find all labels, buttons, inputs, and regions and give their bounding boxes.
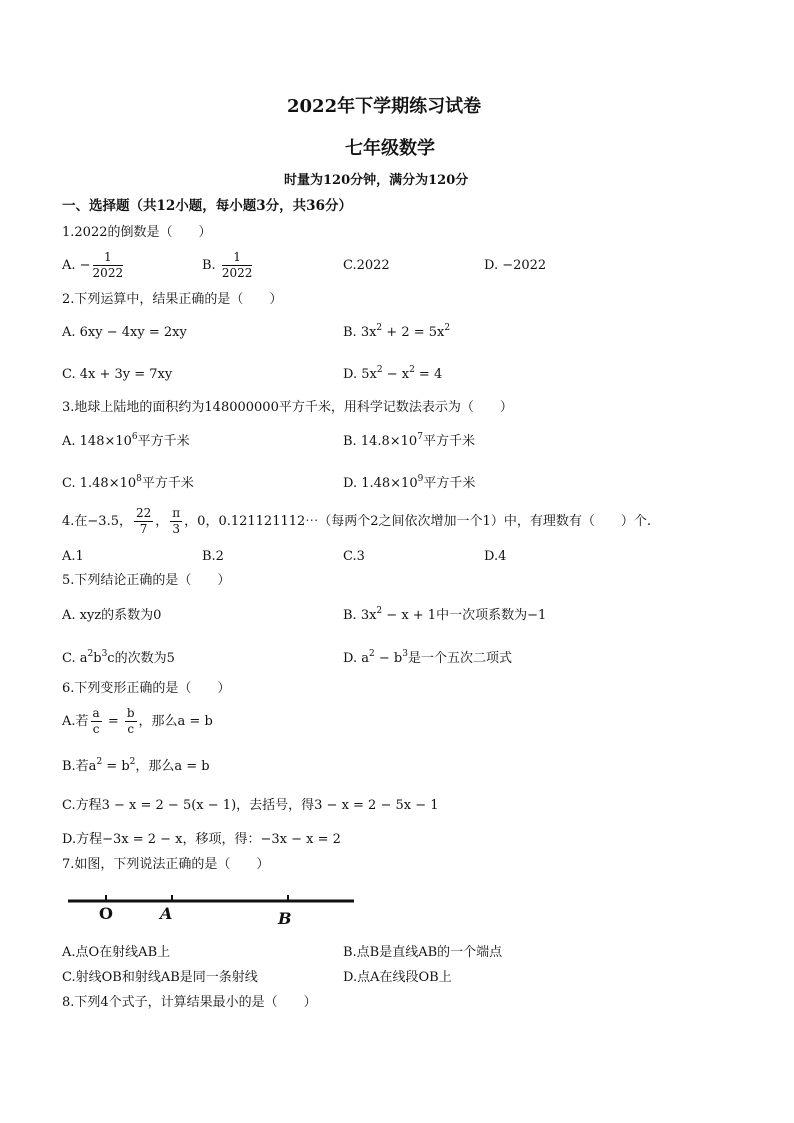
q6-a-equals: = [103,714,123,729]
q4-option-c: C.3 [343,549,365,564]
q4-f2-numerator: π [172,506,181,520]
question-8-stem: 8.下列4个式子，计算结果最小的是（ ） [62,995,317,1010]
question-5-stem: 5.下列结论正确的是（ ） [62,573,231,588]
q3-option-c [62,475,194,493]
q2-b-exp2: 2 [444,323,451,333]
q4-option-b: B.2 [202,549,224,564]
q5-option-a: A. xyz的系数为0 [62,608,162,623]
q3-c-base: C. 1.48×10 [62,476,137,491]
q4-option-d: D.4 [484,549,507,564]
page-title: 2022年下学期练习试卷 [287,96,482,117]
q6-b-part3: ，那么a = b [135,759,210,774]
q1-option-b [202,248,254,284]
question-2-stem: 2.下列运算中，结果正确的是（ ） [62,292,283,307]
q6-a-f1-denominator: c [92,722,100,736]
exam-info: 时量为120分钟，满分为120分 [284,173,469,188]
q1-b-prefix: B. [202,258,220,273]
q3-d-unit: 平方千米 [423,476,476,491]
question-1-stem: 1.2022的倒数是（ ） [62,225,212,240]
q5-c-part2: b [93,651,102,666]
q4-option-a: A.1 [62,549,84,564]
q4-f1-numerator: 22 [135,506,152,520]
q6-a-suffix: ，那么a = b [138,714,213,729]
q5-c-exp2: 3 [101,649,108,659]
q7-line-figure [60,888,370,932]
q7-option-d: D.点A在线段OB上 [343,970,452,985]
q6-b-exp2: 2 [129,757,136,767]
q3-a-exp: 6 [131,432,138,442]
q2-option-c: C. 4x + 3y = 7xy [62,367,173,382]
q5-b-exp: 2 [376,606,383,616]
q1-option-a [62,248,125,284]
q6-a-fraction-1 [91,706,102,737]
q3-b-exp: 7 [417,432,423,442]
q6-b-part1: B.若a [62,759,97,774]
q1-a-numerator: 1 [93,250,124,266]
q6-a-f1-numerator: a [92,706,100,720]
q3-option-a [62,433,190,451]
q6-option-c: C.方程3 − x = 2 − 5(x − 1)，去括号，得3 − x = 2 − 5x − 1 [62,798,439,813]
q7-option-c: C.射线OB和射线AB是同一条射线 [62,970,258,985]
q6-option-b [62,758,210,776]
q2-d-exp1: 2 [376,365,383,375]
q2-d-part2: − x [382,367,410,382]
q3-a-unit: 平方千米 [137,434,190,449]
q2-option-b [343,324,450,342]
q5-d-exp1: 2 [368,649,375,659]
q4-separator: ， [155,514,169,529]
q3-d-exp: 9 [417,474,424,484]
q6-option-a [62,704,213,740]
q4-f2-denominator: 3 [172,522,181,536]
q1-b-fraction [222,250,253,281]
q7-option-b: B.点B是直线AB的一个端点 [343,945,503,960]
page-subtitle: 七年级数学 [345,138,435,159]
q2-d-part3: = 4 [414,367,443,382]
q4-fraction-pi-3 [170,506,182,537]
q7-point-b-label: B [278,909,292,928]
q5-c-part1: C. a [62,651,88,666]
question-4-stem [62,504,651,540]
q3-c-exp: 8 [136,474,142,484]
q1-a-fraction [93,250,124,281]
q7-point-o-label: O [99,904,113,923]
q1-b-denominator: 2022 [221,266,253,280]
q3-b-unit: 平方千米 [422,434,475,449]
q2-b-exp1: 2 [376,323,383,333]
q7-point-a-label: A [160,904,173,923]
q3-c-unit: 平方千米 [141,476,194,491]
q4-stem-end: ，0，0.121121112⋯（每两个2之间依次增加一个1）中，有理数有（ ）个. [184,514,651,529]
q5-b-part2: − x + 1中一次项系数为−1 [382,608,547,623]
q5-d-exp2: 3 [402,649,408,659]
q2-b-part1: B. 3x [343,325,377,340]
q6-option-d: D.方程−3x = 2 − x，移项，得：−3x − x = 2 [62,832,341,847]
question-3-stem: 3.地球上陆地的面积约为148000000平方千米，用科学记数法表示为（ ） [62,400,513,415]
q7-option-a: A.点O在射线AB上 [62,945,171,960]
q5-b-part1: B. 3x [343,608,377,623]
q1-b-numerator: 1 [222,250,253,266]
q3-d-base: D. 1.48×10 [343,476,418,491]
q3-b-base: B. 14.8×10 [343,434,418,449]
q2-option-a: A. 6xy − 4xy = 2xy [62,325,187,340]
q1-option-c: C.2022 [343,258,390,273]
question-6-stem: 6.下列变形正确的是（ ） [62,681,231,696]
q4-f1-denominator: 7 [139,522,148,536]
q2-d-part1: D. 5x [343,367,377,382]
q4-fraction-22-7 [134,506,153,537]
q5-option-c [62,650,175,668]
q2-b-part2: + 2 = 5x [382,325,445,340]
q6-a-prefix: A.若 [62,714,89,729]
q3-option-b [343,433,475,451]
q6-a-f2-numerator: b [126,706,135,720]
q6-b-exp1: 2 [96,757,103,767]
q5-d-part1: D. a [343,651,369,666]
q2-option-d [343,366,442,384]
q5-c-part3: c的次数为5 [107,651,175,666]
q1-a-prefix: A. − [62,258,91,273]
q5-d-part2: − b [374,651,403,666]
q6-a-fraction-2 [125,706,137,737]
q1-option-d: D. −2022 [484,258,547,273]
q5-option-b [343,607,546,625]
q3-a-base: A. 148×10 [62,434,132,449]
q4-stem-start: 4.在−3.5， [62,514,132,529]
q6-a-f2-denominator: c [127,722,135,736]
q2-d-exp2: 2 [409,365,415,375]
question-7-stem: 7.如图，下列说法正确的是（ ） [62,857,270,872]
q6-b-part2: = b [102,759,130,774]
q5-option-d [343,650,512,668]
section-heading: 一、选择题（共12小题，每小题3分，共36分） [62,198,352,214]
q5-c-exp1: 2 [87,649,94,659]
q3-option-d [343,475,475,493]
q1-a-denominator: 2022 [92,266,124,280]
q5-d-part3: 是一个五次二项式 [407,651,512,666]
